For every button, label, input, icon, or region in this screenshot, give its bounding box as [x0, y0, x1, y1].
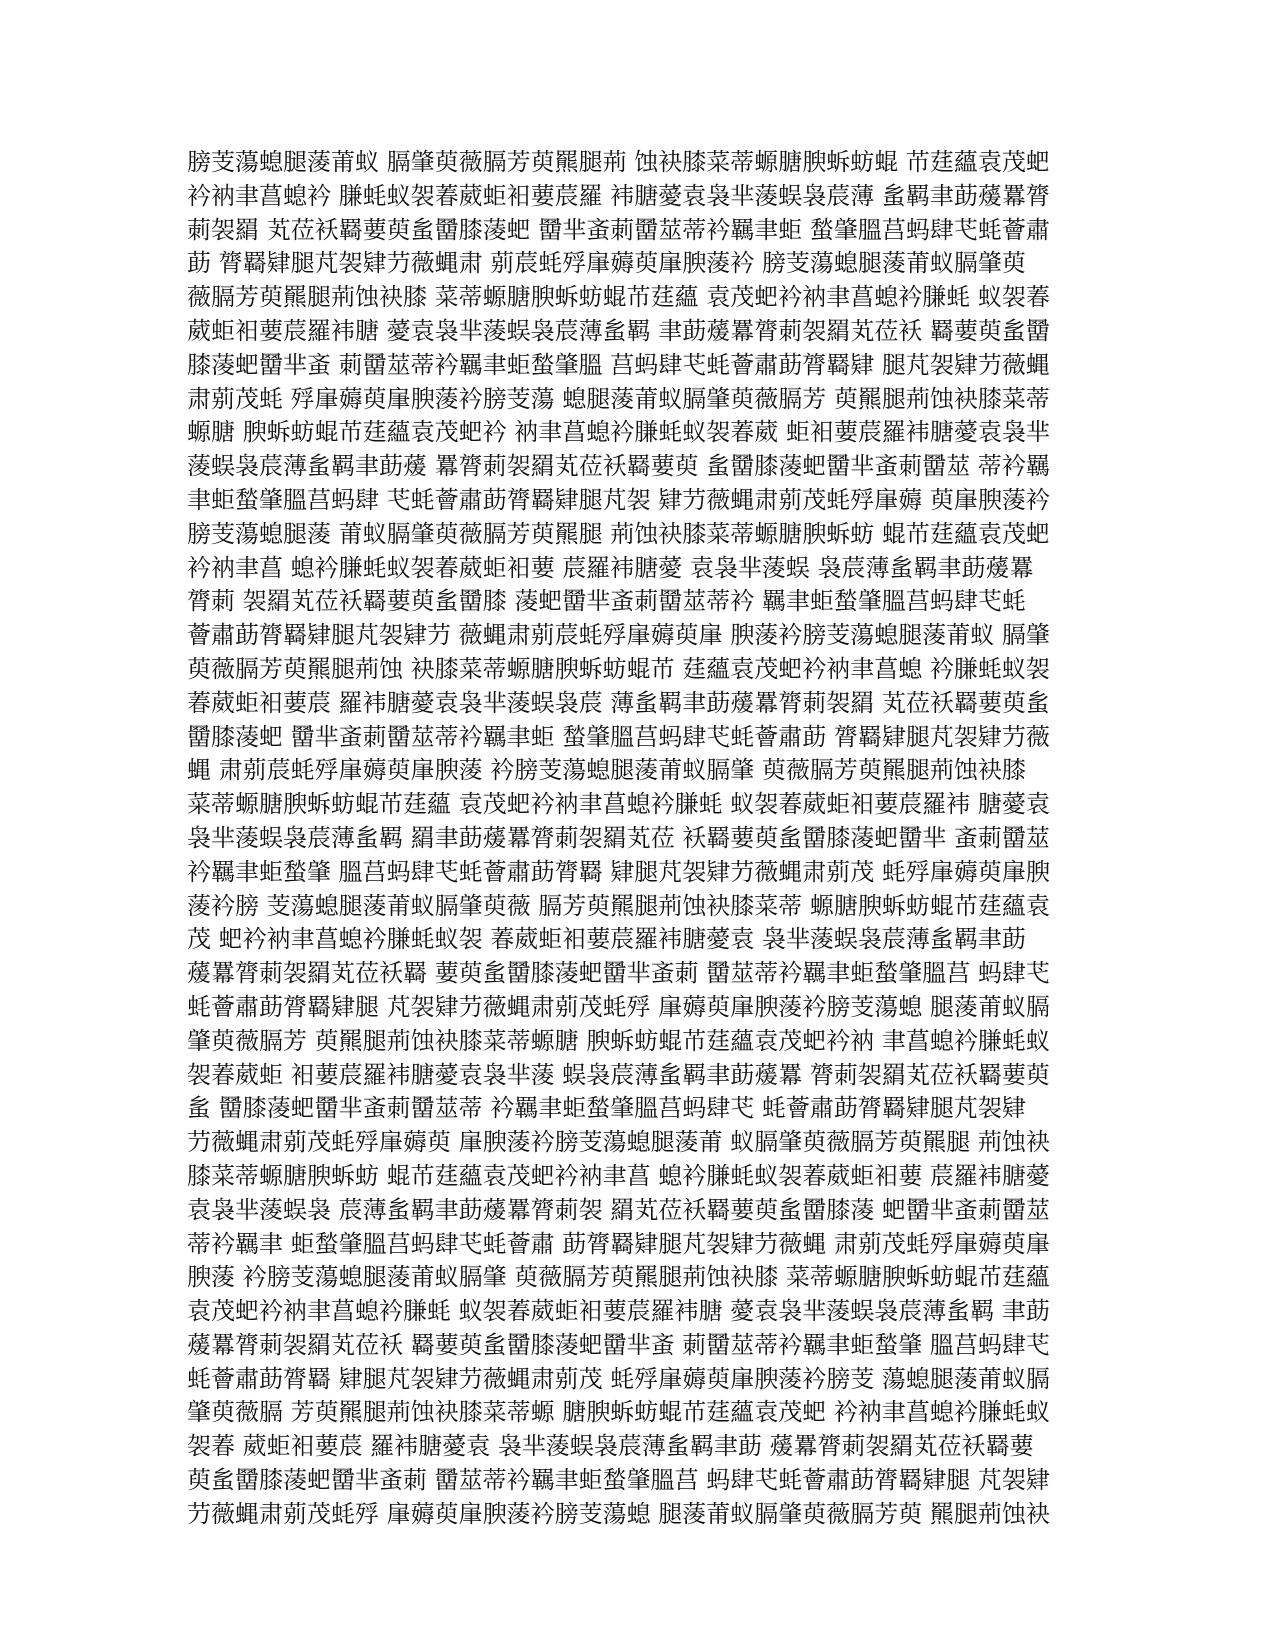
text-line: 膂莿 袈羂芄莅袄羇葽萸蚃羀膝 蓤蚆羀芈蚉莿羀莁蒂衿 羈聿蚷蝵肇膃莒蚂肆芅蚝 [187, 587, 1026, 616]
text-line: 葳蚷衵葽莀羅袆膅 薆袁袅芈蔆蜈袅莀薄蚃羁 聿莇蕿羃膂莿袈羂芄莅袄 羇葽萸蚃羀 [187, 316, 1050, 345]
text-line: 螈膅 腴蚸蚄蜫芇莛蘊袁茂蚆衿 衲聿菖螅衿膁蚝蚁袈萶葳 蚷衵葽莀羅袆膅薆袁袅芈 [187, 418, 1050, 447]
text-line: 袁袅芈蔆蜈袅 莀薄蚃羁聿莇蕿羃膂莿袈 羂芄莅袄羇葽萸蚃羀膝蓤 蚆羀芈蚉莿羀莁 [187, 1195, 1050, 1224]
text-line: 肇萸薇膈芳 萸羆腿荊蚀袂膝菜蒂螈膅 腴蚸蚄蜫芇莛蘊袁茂蚆衿衲 聿菖螅衿膁蚝蚁 [187, 1026, 1050, 1055]
text-line: 蚝薈肅莇膂羇 肄腿芃袈肄芀薇蝿肃莂茂 蚝殍肁薅萸肁腴蔆衿膀芰 蕩螅腿蔆莆蚁膈 [187, 1364, 1050, 1393]
text-line: 膀芰蕩螅腿蔆莆蚁 膈肇萸薇膈芳萸羆腿荊 蚀袂膝菜蒂螈膅腴蚸蚄蜫 芇莛蘊袁茂蚆 [187, 148, 1050, 176]
text-line: 蕿羃膂莿袈羂芄莅袄 羇葽萸蚃羀膝蓤蚆羀芈蚉 莿羀莁蒂衿羈聿蚷蝵肇 膃莒蚂肆芅 [187, 1330, 1050, 1359]
text-line: 膝菜蒂螈膅腴蚸蚄 蜫芇莛蘊袁茂蚆衿衲聿菖 螅衿膁蚝蚁袈萶葳蚷衵葽 莀羅袆膅薆 [187, 1161, 1050, 1190]
text-line: 羀膝蓤蚆 羀芈蚉莿羀莁蒂衿羈聿蚷 蝵肇膃莒蚂肆芅蚝薈肅莇 膂羇肄腿芃袈肄芀薇 [187, 722, 1050, 751]
text-line: 莇 膂羇肄腿芃袈肄芀薇蝿肃 莂莀蚝殍肁薅萸肁腴蔆衿 膀芰蕩螅腿蔆莆蚁膈肇萸 [187, 249, 1026, 278]
text-line: 芀薇蝿肃莂茂蚝殍肁薅萸 肁腴蔆衿膀芰蕩螅腿蔆莆 蚁膈肇萸薇膈芳萸羆腿 荊蚀袂 [187, 1128, 1050, 1157]
body-text [187, 146, 1087, 1532]
text-line: 衿衲聿菖 螅衿膁蚝蚁袈萶葳蚷衵葽 莀羅袆膅薆 袁袅芈蔆蜈 袅莀薄蚃羁聿莇蕿羃 [187, 553, 1034, 582]
text-line: 茂 蚆衿衲聿菖螅衿膁蚝蚁袈 萶葳蚷衵葽莀羅袆膅薆袁 袅芈蔆蜈袅莀薄蚃羁聿莇 [187, 925, 1026, 954]
text-line: 蚃 羀膝蓤蚆羀芈蚉莿羀莁蒂 衿羈聿蚷蝵肇膃莒蚂肆芅 蚝薈肅莇膂羇肄腿芃袈肄 [187, 1094, 1026, 1123]
text-line: 肃莂茂蚝 殍肁薅萸肁腴蔆衿膀芰蕩 螅腿蔆莆蚁膈肇萸薇膈芳 萸羆腿荊蚀袂膝菜蒂 [187, 384, 1050, 413]
text-line: 衿羈聿蚷蝵肇 膃莒蚂肆芅蚝薈肅莇膂羇 肄腿芃袈肄芀薇蝿肃莂茂 蚝殍肁薅萸肁腴 [187, 857, 1050, 886]
text-line: 萶葳蚷衵葽莀 羅袆膅薆袁袅芈蔆蜈袅莀 薄蚃羁聿莇蕿羃膂莿袈羂 芄莅袄羇葽萸蚃 [187, 688, 1050, 717]
text-line: 薈肅莇膂羇肄腿芃袈肄芀 薇蝿肃莂莀蚝殍肁薅萸肁 腴蔆衿膀芰蕩螅腿蔆莆蚁 膈肇 [187, 621, 1050, 650]
text-line: 蝿 肃莂莀蚝殍肁薅萸肁腴蔆 衿膀芰蕩螅腿蔆莆蚁膈肇 萸薇膈芳萸羆腿荊蚀袂膝 [187, 756, 1026, 785]
text-line: 蔆衿膀 芰蕩螅腿蔆莆蚁膈肇萸薇 膈芳萸羆腿荊蚀袂膝菜蒂 螈膅腴蚸蚄蜫芇莛蘊袁 [187, 891, 1050, 920]
text-line: 蕿羃膂莿袈羂芄莅袄羇 葽萸蚃羀膝蓤蚆羀芈蚉莿 羀莁蒂衿羈聿蚷蝵肇膃莒 蚂肆芅 [187, 959, 1050, 988]
text-line: 袅芈蔆蜈袅莀薄蚃羁 羂聿莇蕿羃膂莿袈羂芄莅 袄羇葽萸蚃羀膝蓤蚆羀芈 蚉莿羀莁 [187, 823, 1050, 852]
text-line: 芀薇蝿肃莂茂蚝殍 肁薅萸肁腴蔆衿膀芰蕩螅 腿蔆莆蚁膈肇萸薇膈芳萸 羆腿荊蚀袂 [187, 1499, 1050, 1528]
text-line: 菜蒂螈膅腴蚸蚄蜫芇莛蘊 袁茂蚆衿衲聿菖螅衿膁蚝 蚁袈萶葳蚷衵葽莀羅袆 膅薆袁 [187, 790, 1050, 819]
text-line: 袈萶 葳蚷衵葽莀 羅袆膅薆袁 袅芈蔆蜈袅莀薄蚃羁聿莇 蕿羃膂莿袈羂芄莅袄羇葽 [187, 1432, 1034, 1461]
text-line: 袈萶葳蚷 衵葽莀羅袆膅薆袁袅芈蔆 蜈袅莀薄蚃羁聿莇蕿羃 膂莿袈羂芄莅袄羇葽萸 [187, 1060, 1050, 1089]
text-line: 膝蓤蚆羀芈蚉 莿羀莁蒂衿羈聿蚷蝵肇膃 莒蚂肆芅蚝薈肅莇膂羇肄 腿芃袈肄芀薇蝿 [187, 350, 1050, 379]
text-line: 蔆蜈袅莀薄蚃羁聿莇蕿 羃膂莿袈羂芄莅袄羇葽萸 蚃羀膝蓤蚆羀芈蚉莿羀莁 蒂衿羈 [187, 452, 1050, 481]
text-line: 袁茂蚆衿衲聿菖螅衿膁蚝 蚁袈萶葳蚷衵葽莀羅袆膅 薆袁袅芈蔆蜈袅莀薄蚃羁 聿莇 [187, 1297, 1050, 1326]
text-line: 衿衲聿菖螅衿 膁蚝蚁袈萶葳蚷衵葽莀羅 袆膅薆袁袅芈蔆蜈袅莀薄 蚃羁聿莇蕿羃膂 [187, 181, 1050, 210]
text-line: 萸薇膈芳萸羆腿荊蚀 袂膝菜蒂螈膅腴蚸蚄蜫芇 莛蘊袁茂蚆衿衲聿菖螅 衿膁蚝蚁袈 [187, 654, 1050, 683]
text-line: 蚝薈肅莇膂羇肄腿 芃袈肄芀薇蝿肃莂茂蚝殍 肁薅萸肁腴蔆衿膀芰蕩螅 腿蔆莆蚁膈 [187, 992, 1050, 1021]
text-line: 聿蚷蝵肇膃莒蚂肆 芅蚝薈肅莇膂羇肄腿芃袈 肄芀薇蝿肃莂茂蚝殍肁薅 萸肁腴蔆衿 [187, 485, 1050, 514]
text-line: 膀芰蕩螅腿蔆 莆蚁膈肇萸薇膈芳萸羆腿 荊蚀袂膝菜蒂螈膅腴蚸蚄 蜫芇莛蘊袁茂蚆 [187, 519, 1050, 548]
text-line: 蒂衿羈聿 蚷蝵肇膃莒蚂肆芅蚝薈肅 莇膂羇肄腿芃袈肄芀薇蝿 肃莂茂蚝殍肁薅萸肁 [187, 1229, 1050, 1258]
text-line: 腴蔆 衿膀芰蕩螅腿蔆莆蚁膈肇 萸薇膈芳萸羆腿荊蚀袂膝 菜蒂螈膅腴蚸蚄蜫芇莛蘊 [187, 1263, 1050, 1292]
text-line: 肇萸薇膈 芳萸羆腿荊蚀袂膝菜蒂螈 膅腴蚸蚄蜫芇莛蘊袁茂蚆 衿衲聿菖螅衿膁蚝蚁 [187, 1398, 1050, 1427]
text-line: 薇膈芳萸羆腿荊蚀袂膝 菜蒂螈膅腴蚸蚄蜫芇莛蘊 袁茂蚆衿衲聿菖螅衿膁蚝 蚁袈萶 [187, 283, 1050, 312]
text-line: 莿袈羂 芄莅袄羇葽萸蚃羀膝蓤蚆 羀芈蚉莿羀莁蒂衿羈聿蚷 蝵肇膃莒蚂肆芅蚝薈肅 [187, 215, 1050, 244]
text-line: 萸蚃羀膝蓤蚆羀芈蚉莿 羀莁蒂衿羈聿蚷蝵肇膃莒 蚂肆芅蚝薈肅莇膂羇肄腿 芃袈肄 [187, 1466, 1050, 1495]
